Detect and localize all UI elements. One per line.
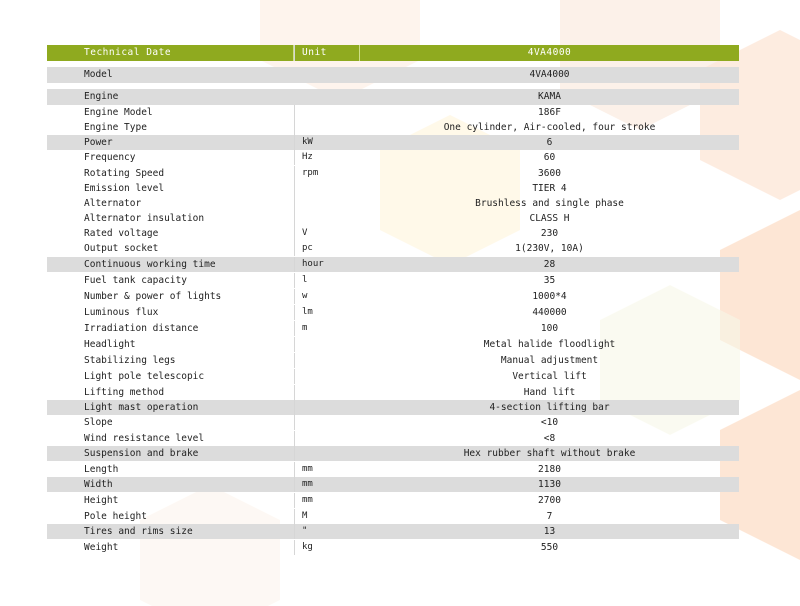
- spec-label: Luminous flux: [84, 307, 159, 318]
- table-row: [47, 369, 739, 384]
- spec-value: 440000: [532, 307, 567, 318]
- spec-label: Alternator insulation: [84, 213, 205, 224]
- table-row: [47, 257, 739, 272]
- spec-value: 35: [543, 275, 556, 286]
- spec-value: Hex rubber shaft without brake: [360, 446, 739, 461]
- spec-unit: w: [294, 289, 360, 304]
- spec-value: 28: [360, 257, 739, 272]
- spec-value: 100: [540, 323, 559, 334]
- spec-label: Length: [84, 464, 119, 475]
- spec-unit: kW: [294, 135, 360, 150]
- spec-label: Light mast operation: [47, 400, 294, 415]
- table-row: [47, 462, 739, 477]
- spec-unit: M: [294, 509, 360, 524]
- spec-unit: V: [294, 226, 360, 241]
- spec-label: Headlight: [84, 339, 136, 350]
- spec-value: TIER 4: [532, 183, 567, 194]
- table-row: [47, 540, 739, 555]
- spec-unit: rpm: [294, 166, 360, 181]
- spec-label: Irradiation distance: [84, 323, 199, 334]
- table-row: [47, 400, 739, 415]
- spec-unit: [294, 67, 360, 83]
- spec-unit: mm: [294, 462, 360, 477]
- spec-unit: Hz: [294, 150, 360, 165]
- spec-value: Manual adjustment: [500, 355, 599, 366]
- spec-label: Rotating Speed: [84, 168, 165, 179]
- table-row: [47, 226, 739, 241]
- spec-label: Lifting method: [84, 387, 165, 398]
- spec-value: CLASS H: [529, 213, 570, 224]
- table-row: [47, 196, 739, 211]
- spec-unit: [294, 400, 360, 415]
- table-row: [47, 477, 739, 492]
- table-row: [47, 385, 739, 400]
- table-row: [47, 211, 739, 226]
- table-row: [47, 67, 739, 83]
- table-header-row: [47, 45, 739, 61]
- spec-label: Stabilizing legs: [84, 355, 176, 366]
- table-row: [47, 353, 739, 368]
- spec-label: Tires and rims size: [47, 524, 294, 539]
- spec-value: 2700: [538, 495, 561, 506]
- header-model: 4VA4000: [527, 47, 572, 58]
- spec-unit: [294, 385, 360, 400]
- spec-value: 3600: [538, 168, 561, 179]
- spec-value: 1(230V, 10A): [515, 243, 584, 254]
- table-row: [47, 105, 739, 120]
- table-row: [47, 524, 739, 539]
- spec-value: KAMA: [360, 89, 739, 105]
- spec-label: Engine Model: [84, 107, 153, 118]
- table-row: [47, 321, 739, 336]
- spec-unit: [294, 105, 360, 120]
- spec-unit: mm: [294, 493, 360, 508]
- table-row: [47, 289, 739, 304]
- spec-label: Engine Type: [84, 122, 147, 133]
- table-row: [47, 120, 739, 135]
- table-row: [47, 181, 739, 196]
- spec-unit: [294, 431, 360, 446]
- spec-unit: [294, 89, 360, 105]
- spec-value: <10: [540, 417, 559, 428]
- spec-unit: [294, 337, 360, 352]
- spec-label: Height: [84, 495, 119, 506]
- spec-unit: pc: [294, 241, 360, 256]
- table-row: [47, 273, 739, 288]
- spec-value: Hand lift: [523, 387, 576, 398]
- spec-label: Rated voltage: [84, 228, 159, 239]
- spec-value: Vertical lift: [512, 371, 587, 382]
- spec-label: Light pole telescopic: [84, 371, 205, 382]
- spec-label: Emission level: [84, 183, 165, 194]
- spec-unit: hour: [294, 257, 360, 272]
- table-row: [47, 337, 739, 352]
- spec-unit: lm: [294, 305, 360, 320]
- spec-label: Power: [47, 135, 294, 150]
- spec-value: Metal halide floodlight: [483, 339, 616, 350]
- spec-value: 4VA4000: [360, 67, 739, 83]
- spec-value: <8: [543, 433, 556, 444]
- table-row: [47, 493, 739, 508]
- spec-label: Width: [47, 477, 294, 492]
- spec-unit: [294, 120, 360, 135]
- spec-unit: mm: [294, 477, 360, 492]
- spec-value: 550: [540, 542, 559, 553]
- spec-label: Fuel tank capacity: [84, 275, 187, 286]
- table-row: [47, 509, 739, 524]
- table-row: [47, 415, 739, 430]
- spec-unit: l: [294, 273, 360, 288]
- spec-value: 1130: [360, 477, 739, 492]
- spec-label: Pole height: [84, 511, 147, 522]
- spec-unit: [294, 181, 360, 196]
- table-row: [47, 166, 739, 181]
- table-row: [47, 431, 739, 446]
- spec-unit: m: [294, 321, 360, 336]
- spec-label: Number & power of lights: [84, 291, 222, 302]
- spec-unit: [294, 369, 360, 384]
- spec-label: Output socket: [84, 243, 159, 254]
- spec-unit: [294, 415, 360, 430]
- spec-label: Alternator: [84, 198, 142, 209]
- table-row: [47, 89, 739, 105]
- spec-value: 2180: [538, 464, 561, 475]
- spec-unit: [294, 353, 360, 368]
- spec-value: 13: [360, 524, 739, 539]
- spec-label: Continuous working time: [47, 257, 294, 272]
- table-row: [47, 241, 739, 256]
- spec-label: Suspension and brake: [47, 446, 294, 461]
- spec-value: 186F: [538, 107, 561, 118]
- spec-value: 4-section lifting bar: [360, 400, 739, 415]
- spec-label: Wind resistance level: [84, 433, 205, 444]
- spec-label: Engine: [47, 89, 294, 105]
- spec-label: Weight: [84, 542, 119, 553]
- spec-value: Brushless and single phase: [475, 198, 624, 209]
- spec-value: 60: [543, 152, 556, 163]
- table-row: [47, 135, 739, 150]
- spec-value: 230: [540, 228, 559, 239]
- table-row: [47, 446, 739, 461]
- spec-value: 1000*4: [532, 291, 567, 302]
- spec-unit: kg: [294, 540, 360, 555]
- spec-label: Slope: [84, 417, 113, 428]
- spec-unit: ": [294, 524, 360, 539]
- table-row: [47, 150, 739, 165]
- spec-unit: [294, 196, 360, 211]
- spec-label: Frequency: [84, 152, 136, 163]
- spec-unit: [294, 446, 360, 461]
- spec-label: Model: [47, 67, 294, 83]
- header-unit: Unit: [294, 45, 360, 61]
- header-technical-date: Technical Date: [47, 45, 294, 61]
- spec-value: One cylinder, Air-cooled, four stroke: [443, 122, 656, 133]
- spec-unit: [294, 211, 360, 226]
- table-row: [47, 305, 739, 320]
- spec-value: 6: [360, 135, 739, 150]
- spec-value: 7: [546, 511, 553, 522]
